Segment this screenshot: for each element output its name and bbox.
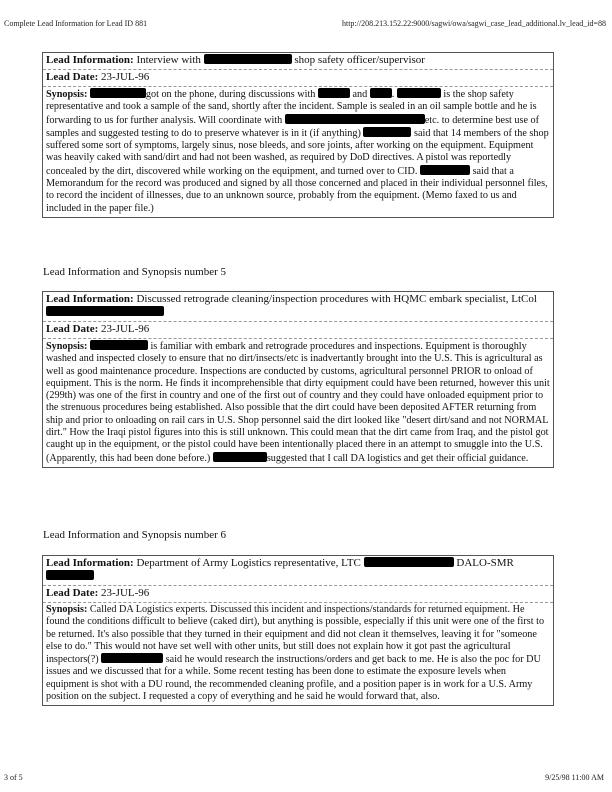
synopsis-label: Synopsis: bbox=[46, 89, 88, 100]
lead-date-label: Lead Date: bbox=[46, 587, 99, 599]
synopsis-text: etc. to determine best use of samples and suggested testing to do to preserve whatever is in it (if anything) bbox=[46, 114, 540, 139]
synopsis-text: said that a Memorandum for the record was produced and signed by all those concerned and placed in their individual personnel files, to record the incident of illnesses, due to an unknown source, probably from the equipment. (Memo faxed to us and included in the paper file.) bbox=[46, 165, 548, 214]
section-title-6: Lead Information and Synopsis number 6 bbox=[43, 529, 226, 541]
redaction-mark bbox=[364, 557, 454, 567]
synopsis-row bbox=[43, 339, 553, 467]
synopsis-text: said he would research the instructions/orders and get back to me. He is also the poc for DU issues and we discussed that for a while. Some recent testing has been done to estimate the exposure levels when equipment is shot with a DU round, the recommended cleaning profile, and a position paper is in work for a U.S. Army position on the subject. I requested a copy of everything and he said he would forward that, also. bbox=[46, 654, 541, 703]
lead-information-text-b: shop safety officer/supervisor bbox=[291, 54, 425, 66]
lead-information-text-a: Discussed retrograde cleaning/inspection procedures with HQMC embark specialist, LtCol bbox=[133, 293, 537, 305]
redaction-mark bbox=[90, 340, 148, 350]
lead-date-label: Lead Date: bbox=[46, 323, 99, 335]
redaction-mark bbox=[420, 165, 470, 175]
lead-information-label: Lead Information: bbox=[46, 293, 134, 305]
lead-block-6 bbox=[42, 555, 554, 706]
redaction-mark bbox=[101, 653, 163, 663]
lead-information-text-a: Department of Army Logistics representative, LTC bbox=[133, 557, 364, 569]
browser-page-url: http://208.213.152.22:9000/sagwi/owa/sagwi_case_lead_additional.lv_lead_id=88 bbox=[341, 19, 606, 28]
lead-information-row bbox=[43, 556, 553, 586]
synopsis-label: Synopsis: bbox=[46, 604, 88, 615]
lead-date-row bbox=[43, 586, 553, 603]
lead-block-1 bbox=[42, 52, 554, 218]
redaction-mark bbox=[46, 570, 94, 580]
synopsis-text: is the shop safety representative and took a sample of the sand, shortly after the incident. Sample is sealed in an oil sample bottle and he is forwarding to us for further analysis. Will coordinate with bbox=[46, 89, 537, 126]
lead-date-row bbox=[43, 322, 553, 339]
lead-date-row bbox=[43, 70, 553, 87]
synopsis-text: suggested that I call DA logistics and get their official guidance. bbox=[266, 452, 529, 464]
redaction-mark bbox=[90, 88, 146, 98]
lead-information-row bbox=[43, 53, 553, 70]
synopsis-label: Synopsis: bbox=[46, 341, 88, 352]
synopsis-text: is familiar with embark and retrograde procedures and inspections. Equipment is thoroughly washed and inspected closely to ensure that no dirt/insects/etc is inadvertantly brought into the U.S. This is agricultural as well as good maintenance procedure. Inspections are conducted by customs, agricultural personnel PRIOR to onload of equipment. This is the norm. He finds it incomprehensible that dirty equipment could have been returned, however this unit (299th) was one of the first in country and one of the first out of country and they could have onloaded equipment prior to the strenuous procedures being established. Also possible that the dirt could have been deposited AFTER returning from ship and prior to onloading on rail cars in U.S. Shop personnel said the dirt looked like "desert dirt/sand and not NORMAL dirt." How the Iraqi pistol figures into this is still unknown. This could mean that the dirt came from Iraq, and the pistol got caught up in the equipment, or the pistol could have been intentionally placed there in an attempt to smuggle into the U.S. (Apparently, this had been done before.) bbox=[46, 341, 550, 464]
section-title-5: Lead Information and Synopsis number 5 bbox=[43, 266, 226, 278]
lead-date-label: Lead Date: bbox=[46, 71, 99, 83]
synopsis-text: Called DA Logistics experts. Discussed this incident and inspections/standards for returned equipment. He found the conditions difficult to believe (caked dirt), but anything is possible, especially if this unit were one of the first to be returned. It's also possible that they turned in their equipment and did not clean it themselves, leaving it for "someone else to do." This would not have set well with other units, but still does not explain how it got past the agricultural inspectors(?) bbox=[46, 604, 545, 666]
lead-information-row bbox=[43, 292, 553, 322]
print-datetime: 9/25/98 11:00 AM bbox=[545, 773, 604, 782]
browser-page-title: Complete Lead Information for Lead ID 881 bbox=[4, 19, 148, 28]
redaction-mark bbox=[397, 88, 441, 98]
redaction-mark bbox=[204, 54, 292, 64]
redaction-mark bbox=[46, 306, 164, 316]
redaction-mark bbox=[285, 114, 425, 124]
lead-information-label: Lead Information: bbox=[46, 557, 134, 569]
redaction-mark bbox=[318, 88, 350, 98]
synopsis-text: . bbox=[391, 89, 397, 100]
lead-date-value: 23-JUL-96 bbox=[98, 71, 150, 83]
synopsis-text: got on the phone, during discussions with bbox=[145, 89, 318, 100]
redaction-mark bbox=[213, 452, 267, 462]
lead-date-value: 23-JUL-96 bbox=[98, 587, 150, 599]
synopsis-row bbox=[43, 603, 553, 705]
lead-block-5 bbox=[42, 291, 554, 468]
synopsis-text: said that 14 members of the shop suffered some sort of symptoms, largely sinus, nose bleeds, and sore joints, after working on the equipment. Equipment was heavily caked with sand/dirt and had not been washed, as required by DoD directives. A pistol was reportedly concealed by the dirt, discovered while working on the equipment, and turned over to CID. bbox=[46, 127, 549, 177]
redaction-mark bbox=[370, 88, 392, 98]
lead-information-label: Lead Information: bbox=[46, 54, 134, 66]
synopsis-row bbox=[43, 87, 553, 217]
lead-information-text-a: Interview with bbox=[133, 54, 204, 66]
lead-date-value: 23-JUL-96 bbox=[98, 323, 150, 335]
page-number: 3 of 5 bbox=[4, 773, 23, 782]
redaction-mark bbox=[363, 127, 411, 137]
lead-information-text-b: DALO-SMR bbox=[453, 557, 514, 569]
synopsis-text: and bbox=[349, 89, 370, 100]
